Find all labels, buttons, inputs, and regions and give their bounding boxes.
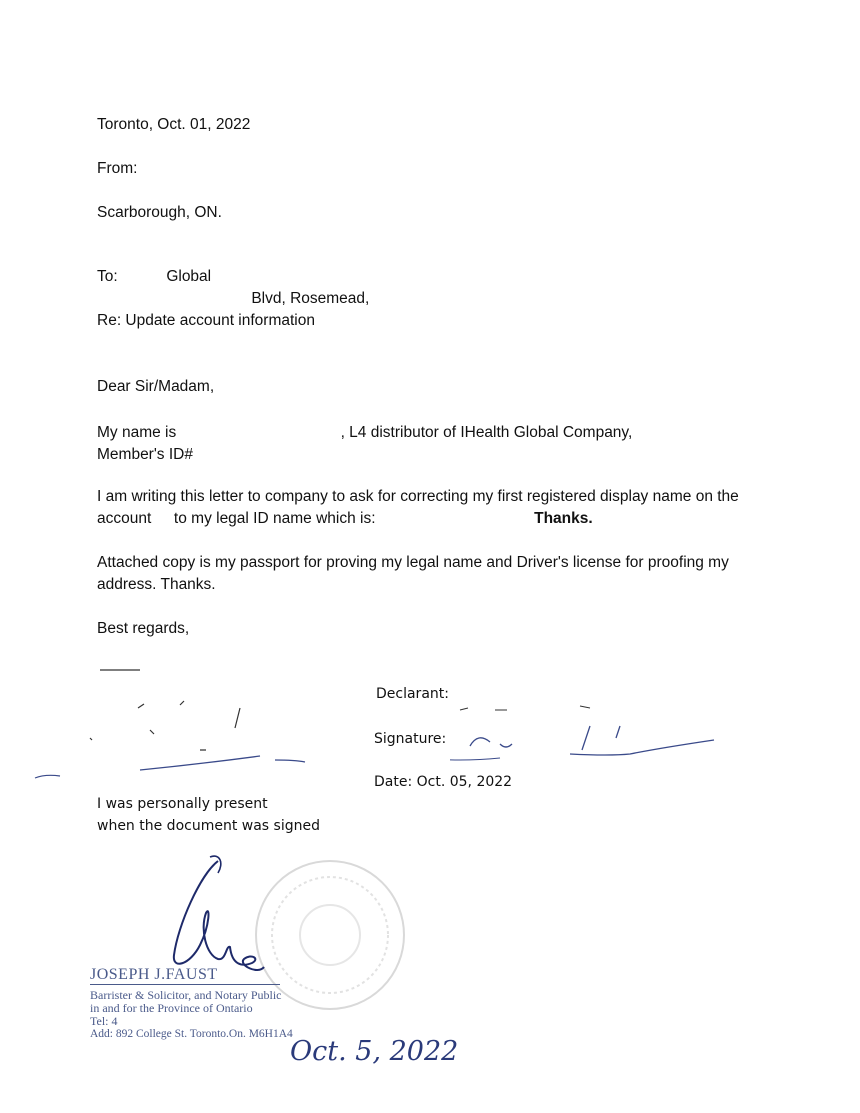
salutation: Dear Sir/Madam,	[97, 378, 215, 395]
notary-address: Add: 892 College St. Toronto.On. M6H1A4	[90, 1028, 293, 1040]
closing: Best regards,	[97, 620, 190, 637]
signature-label: Signature:	[374, 731, 447, 747]
handwritten-date: Oct. 5, 2022	[290, 1036, 459, 1067]
para1-mid: , L4 distributor of IHealth Global Company,	[340, 424, 633, 441]
declarant-label: Declarant:	[376, 686, 449, 702]
re-line: Re: Update account information	[97, 312, 315, 329]
to-address-visible: Blvd, Rosemead,	[251, 290, 370, 307]
member-id-label: Member's ID#	[97, 446, 193, 463]
declarant-signature	[450, 696, 730, 766]
para2-mid: to my legal ID name which is:	[173, 510, 376, 527]
applicant-signature-redacted	[30, 660, 330, 790]
notary-statement-line1: I was personally present	[97, 796, 268, 812]
notary-stamp-rule	[90, 984, 280, 985]
redacted-street	[97, 182, 207, 200]
para2-start: I am writing this letter to company to ask for correcting my first registered display name on the account	[97, 488, 739, 527]
letter-place-date: Toronto, Oct. 01, 2022	[97, 116, 251, 133]
notary-province: in and for the Province of Ontario	[90, 1001, 253, 1015]
to-label: To:	[97, 268, 118, 285]
notary-signature	[160, 855, 290, 980]
notary-title: Barrister & Solicitor, and Notary Public	[90, 988, 282, 1002]
from-label: From:	[97, 160, 138, 177]
paragraph-request	[97, 486, 777, 530]
redacted-street-2	[97, 294, 247, 304]
paragraph-intro	[97, 422, 777, 466]
notary-tel: Tel: 4	[90, 1014, 118, 1028]
paragraph-attachments: Attached copy is my passport for proving my legal name and Driver's license for proofing my address. Thanks.	[97, 554, 729, 593]
to-block	[97, 268, 211, 286]
redacted-name-2	[181, 428, 341, 438]
to-address	[97, 290, 369, 308]
from-city: Scarborough, ON.	[97, 204, 222, 221]
redacted-old-name	[156, 514, 170, 524]
notary-name: JOSEPH J.FAUST	[90, 966, 218, 983]
to-company: Global	[166, 268, 212, 285]
redacted-name	[142, 164, 322, 174]
redacted-company	[122, 272, 162, 282]
para1-start: My name is	[97, 424, 177, 441]
from-block	[97, 160, 322, 178]
declaration-date: Date: Oct. 05, 2022	[374, 774, 513, 790]
para2-end: Thanks.	[534, 510, 593, 527]
redacted-legal-name	[380, 514, 530, 524]
notary-statement-line2: when the document was signed	[97, 818, 320, 834]
redacted-id	[197, 450, 287, 460]
